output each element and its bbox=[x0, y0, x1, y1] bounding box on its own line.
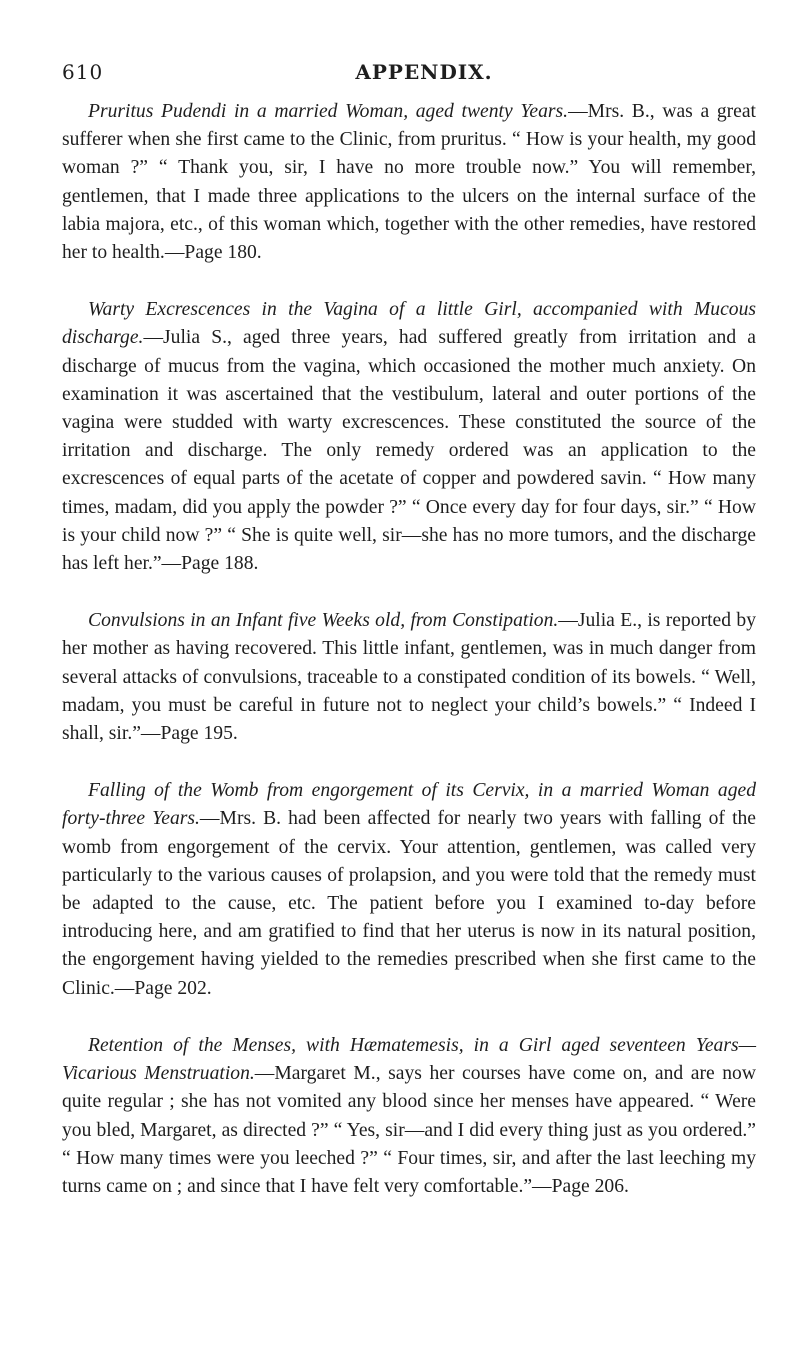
page-body bbox=[62, 98, 756, 1230]
case-text: —Julia E., is reported by her mother as having recovered. This little infant, gentlemen, was in much danger from several attacks of convulsions, traceable to a constipated condition of its bowels. “ Well, madam, you must be careful in future not to neglect your child’s bowels.” “ Indeed I shall, sir.”—Page 195. bbox=[62, 610, 756, 745]
page-header bbox=[62, 60, 756, 90]
case-text: —Margaret M., says her courses have come on, and are now quite regular ; she has not vomited any blood since her menses have appeared. “ Were you bled, Margaret, as directed ?” “ Yes, sir—and I did every thing just as you ordered.” “ How many times were you leeched ?” “ Four times, sir, and after the last leeching my turns came on ; and since that I have felt very comfortable.”—Page 206. bbox=[62, 1063, 756, 1197]
case-title: Pruritus Pudendi in a married Woman, aged twenty Years. bbox=[88, 101, 569, 122]
case-title: Convulsions in an Infant five Weeks old, from Constipation. bbox=[88, 610, 559, 632]
case-paragraph bbox=[62, 1032, 756, 1201]
running-head: APPENDIX. bbox=[355, 60, 493, 84]
case-paragraph bbox=[62, 98, 756, 267]
case-paragraph bbox=[62, 777, 756, 1003]
case-text: —Julia S., aged three years, had suffered greatly from irritation and a discharge of mucus from the vagina, which occasioned the mother much anxiety. On examination it was ascertained that the vestibulum, lateral and outer portions of the vagina were studded with warty excrescences. These constituted the source of the irritation and discharge. The only remedy ordered was an application to the excrescences of equal parts of the acetate of copper and powdered savin. “ How many times, madam, did you apply the powder ?” “ Once every day for four days, sir.” “ How is your child now ?” “ She is quite well, sir—she has no more tumors, and the discharge has left her.”—Page 188. bbox=[62, 327, 756, 575]
case-title: Retention of the Menses, with Hæmatemesis, in a Girl aged seventeen Years—Vicarious Menstruation. bbox=[62, 1034, 756, 1085]
case-paragraph bbox=[62, 296, 756, 578]
case-title: Falling of the Womb from engorgement of its Cervix, in a married Woman aged forty-three Years. bbox=[62, 780, 756, 830]
page-number: 610 bbox=[62, 60, 104, 84]
case-text: —Mrs. B. had been affected for nearly two years with falling of the womb from engorgement of the cervix. Your attention, gentlemen, was called very particularly to the various causes of prolapsion, and you were told that the remedy must be adapted to the cause, etc. The patient before you I examined to-day before introducing here, and am gratified to find that her uterus is now in its natural position, the engorgement having yielded to the remedies prescribed when she first came to the Clinic.—Page 202. bbox=[62, 808, 757, 999]
case-title: Warty Excrescences in the Vagina of a little Girl, accompanied with Mucous discharge. bbox=[62, 299, 756, 349]
case-paragraph bbox=[62, 607, 756, 748]
case-text: —Mrs. B., was a great sufferer when she first came to the Clinic, from pruritus. “ How is your health, my good woman ?” “ Thank you, sir, I have no more trouble now.” You will remember, gentlemen, that I made three applications to the ulcers on the internal surface of the labia majora, etc., of this woman which, together with the other remedies, have restored her to health.—Page 180. bbox=[62, 101, 756, 264]
